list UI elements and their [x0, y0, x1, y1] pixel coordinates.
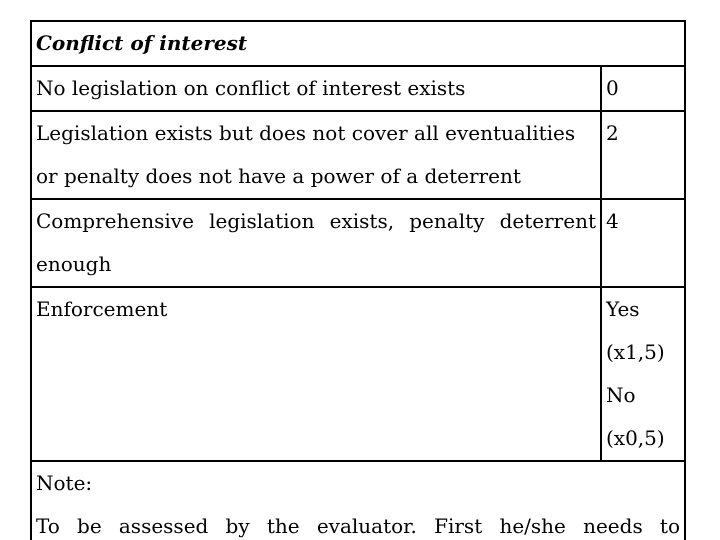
enforcement-yes-multiplier: (x1,5) [606, 340, 665, 364]
criterion-score: 0 [601, 66, 685, 111]
enforcement-yes: Yes [606, 297, 640, 321]
note-row [31, 461, 685, 540]
criterion-description [31, 199, 601, 287]
criteria-row [31, 111, 685, 199]
criterion-text: Legislation exists but does not cover all eventualities [36, 121, 576, 145]
criterion-description [31, 66, 601, 111]
enforcement-row [31, 287, 685, 461]
criteria-row [31, 199, 685, 287]
note-text: To be assessed by the evaluator. First he/she needs to [36, 514, 680, 538]
criterion-text-continued: enough [36, 252, 112, 276]
criterion-description [31, 111, 601, 199]
criterion-text: Comprehensive legislation exists, penalty deterrent [36, 209, 596, 233]
enforcement-no: No [606, 383, 636, 407]
enforcement-multipliers [601, 287, 685, 461]
note-cell [31, 461, 685, 540]
criterion-text-continued: or penalty does not have a power of a deterrent [36, 164, 521, 188]
enforcement-no-multiplier: (x0,5) [606, 426, 665, 450]
criterion-score: 4 [601, 199, 685, 287]
criterion-score: 2 [601, 111, 685, 199]
table-heading: Conflict of interest [31, 21, 685, 66]
criteria-row [31, 66, 685, 111]
heading-row [31, 21, 685, 66]
enforcement-label: Enforcement [31, 287, 601, 461]
note-label: Note: [36, 471, 93, 495]
scoring-table [30, 20, 686, 540]
criterion-text: No legislation on conflict of interest exists [36, 76, 466, 100]
